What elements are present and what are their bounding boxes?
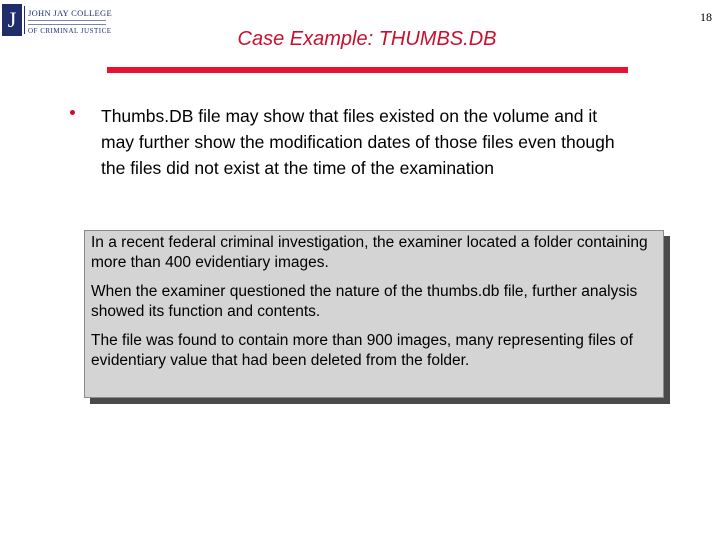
callout-paragraph: When the examiner questioned the nature of the thumbs.db file, further analysis showed its function and contents. xyxy=(91,283,638,320)
logo-line-1: JOHN JAY COLLEGE xyxy=(28,8,112,18)
callout-paragraph: In a recent federal criminal investigation, the examiner located a folder containing more than 400 evidentiary images. xyxy=(91,234,648,271)
callout-paragraph: The file was found to contain more than 900 images, many representing files of evidentiary value that had been deleted from the folder. xyxy=(91,332,633,369)
page-number: 18 xyxy=(700,10,712,24)
slide-title: Case Example: THUMBS.DB xyxy=(237,28,497,50)
bullet-text: Thumbs.DB file may show that files existed on the volume and it may further show the modification dates of those files even though the files did not exist at the time of the examination xyxy=(101,106,615,178)
callout-box xyxy=(84,230,664,398)
logo-line-3: OF CRIMINAL JUSTICE xyxy=(28,27,112,35)
logo-rule xyxy=(28,20,106,25)
title-underline xyxy=(107,67,628,73)
bullet-dot-icon xyxy=(70,110,75,115)
logo-mark: J xyxy=(2,4,22,36)
